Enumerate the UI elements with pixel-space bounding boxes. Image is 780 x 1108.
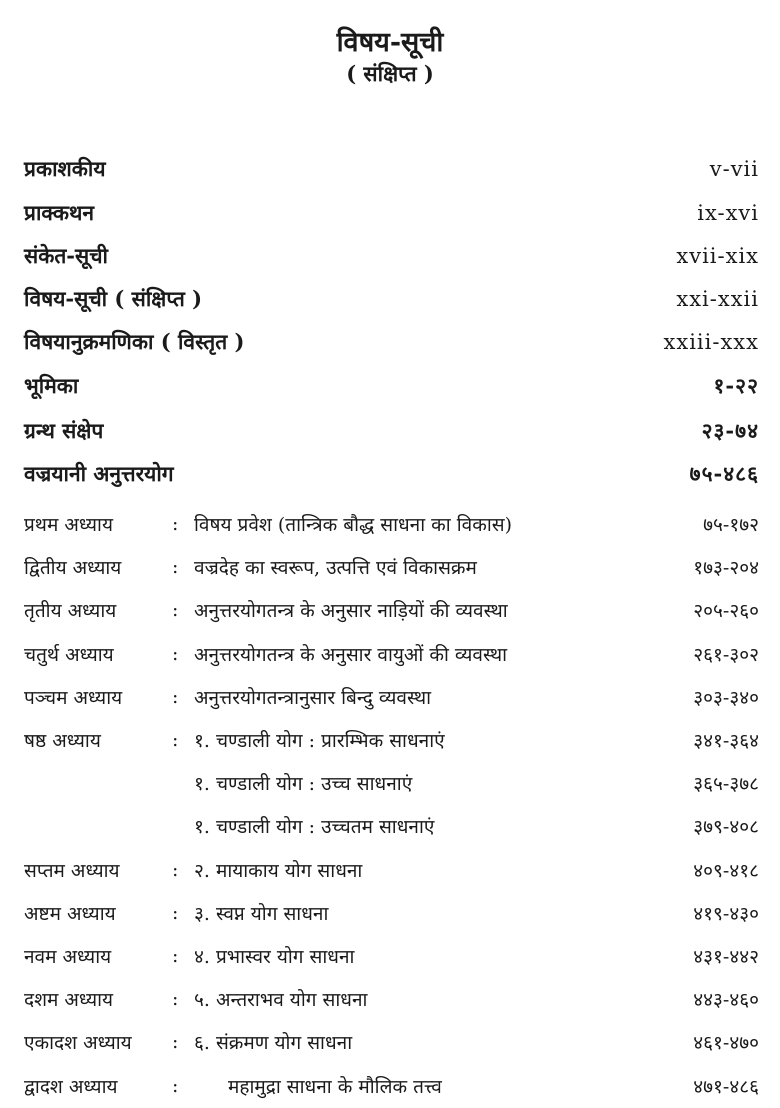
chapter-colon: : (172, 513, 179, 535)
chapter-entry (24, 941, 759, 971)
toc-entry (24, 327, 759, 357)
chapter-colon: : (172, 1074, 179, 1097)
chapter-pages: ४७१-४८६ (693, 1075, 759, 1098)
chapter-pages: ४६१-४७० (693, 1032, 759, 1055)
chapter-label: पञ्चम अध्याय (24, 686, 123, 709)
chapter-colon: : (172, 599, 179, 622)
chapter-title: १. चण्डाली योग : उच्च साधनाएं (194, 773, 413, 796)
toc-entry (24, 459, 759, 489)
chapter-entry (24, 639, 759, 669)
toc-entry (24, 371, 759, 401)
chapter-pages: ३७९-४०८ (693, 816, 759, 839)
chapter-entry (24, 898, 759, 928)
chapter-pages: ३०३-३४० (693, 686, 759, 709)
chapter-colon: : (172, 729, 179, 751)
entry-label: विषयानुक्रमणिका ( विस्तृत ) (24, 329, 245, 354)
entry-pages: xxi-xxii (676, 287, 759, 311)
chapter-title: ६. संक्रमण योग साधना (194, 1032, 353, 1055)
chapter-title: ४. प्रभास्वर योग साधना (194, 946, 355, 968)
entry-label: प्रकाशकीय (24, 156, 106, 181)
chapter-entry (24, 855, 759, 885)
chapter-title: अनुत्तरयोगतन्त्र के अनुसार नाड़ियों की व्यवस्था (194, 600, 508, 623)
chapter-title: वज्रदेह का स्वरूप, उत्पत्ति एवं विकासक्रम (194, 557, 477, 580)
chapter-title: अनुत्तरयोगतन्त्रानुसार बिन्दु व्यवस्था (194, 686, 432, 709)
entry-label: ग्रन्थ संक्षेप (24, 418, 104, 443)
entry-pages: २३-७४ (701, 418, 759, 443)
chapter-entry (24, 552, 759, 582)
chapter-entry (24, 1027, 759, 1057)
chapter-entry (24, 509, 759, 539)
chapter-label: प्रथम अध्याय (24, 514, 113, 536)
chapter-pages: २०५-२६० (693, 600, 759, 623)
chapter-colon: : (172, 1031, 179, 1054)
chapter-title: विषय प्रवेश (तान्त्रिक बौद्ध साधना का विकास) (194, 514, 512, 536)
chapter-label: चतुर्थ अध्याय (24, 643, 114, 666)
chapter-entry (24, 984, 759, 1014)
chapter-label: एकादश अध्याय (24, 1032, 132, 1055)
chapter-label: अष्टम अध्याय (24, 902, 116, 925)
chapter-colon: : (172, 556, 179, 579)
chapter-label: षष्ठ अध्याय (24, 730, 101, 752)
entry-label: प्राक्कथन (24, 200, 95, 225)
chapter-label: द्वादश अध्याय (24, 1075, 118, 1098)
toc-entry (24, 198, 759, 228)
chapter-entry (24, 768, 759, 798)
chapter-colon: : (172, 901, 179, 924)
chapter-label: तृतीय अध्याय (24, 600, 117, 623)
entry-pages: xxiii-xxx (663, 330, 759, 354)
chapter-title: अनुत्तरयोगतन्त्र के अनुसार वायुओं की व्यवस्था (194, 643, 508, 666)
toc-entry (24, 154, 759, 184)
chapter-colon: : (172, 858, 179, 881)
chapter-pages: ४०९-४१८ (693, 859, 759, 882)
entry-pages: v-vii (709, 157, 759, 181)
chapter-colon: : (172, 945, 179, 967)
chapter-title: १. चण्डाली योग : उच्चतम साधनाएं (194, 816, 435, 839)
chapter-label: द्वितीय अध्याय (24, 557, 122, 580)
entry-label: भूमिका (24, 373, 79, 398)
chapter-entry (24, 811, 759, 841)
chapter-entry (24, 595, 759, 625)
chapter-title: ५. अन्तराभव योग साधना (194, 989, 368, 1012)
chapter-pages: ७५-१७२ (703, 514, 759, 536)
chapter-label: नवम अध्याय (24, 946, 112, 968)
toc-subtitle: ( संक्षिप्त ) (346, 61, 434, 86)
chapter-pages: ४३१-४४२ (693, 946, 759, 968)
chapter-colon: : (172, 642, 179, 665)
chapter-title: २. मायाकाय योग साधना (194, 859, 363, 882)
chapter-title: १. चण्डाली योग : प्रारम्भिक साधनाएं (194, 730, 445, 752)
toc-entry (24, 241, 759, 271)
entry-label: संकेत-सूची (24, 243, 108, 268)
chapter-pages: ३६५-३७८ (693, 773, 759, 796)
chapter-colon: : (172, 988, 179, 1011)
chapter-entry (24, 725, 759, 755)
entry-pages: xvii-xix (676, 244, 759, 268)
chapter-label: सप्तम अध्याय (24, 859, 120, 882)
entry-label: विषय-सूची ( संक्षिप्त ) (24, 286, 203, 311)
chapter-title: ३. स्वप्न योग साधना (194, 902, 329, 925)
entry-pages: ७५-४८६ (689, 461, 759, 486)
chapter-pages: २६१-३०२ (693, 643, 759, 666)
chapter-entry (24, 682, 759, 712)
toc-title: विषय-सूची (336, 27, 444, 58)
chapter-entry (24, 1071, 759, 1101)
toc-entry (24, 284, 759, 314)
chapter-pages: १७३-२०४ (693, 557, 759, 580)
chapter-pages: ४१९-४३० (693, 902, 759, 925)
entry-pages: ix-xvi (697, 201, 759, 225)
entry-pages: १-२२ (713, 373, 759, 398)
chapter-pages: ४४३-४६० (693, 989, 759, 1012)
chapter-pages: ३४१-३६४ (693, 730, 759, 752)
toc-entry (24, 416, 759, 446)
chapter-label: दशम अध्याय (24, 989, 114, 1012)
chapter-colon: : (172, 685, 179, 708)
chapter-title: महामुद्रा साधना के मौलिक तत्त्व (228, 1075, 442, 1098)
entry-label: वज्रयानी अनुत्तरयोग (24, 461, 174, 486)
